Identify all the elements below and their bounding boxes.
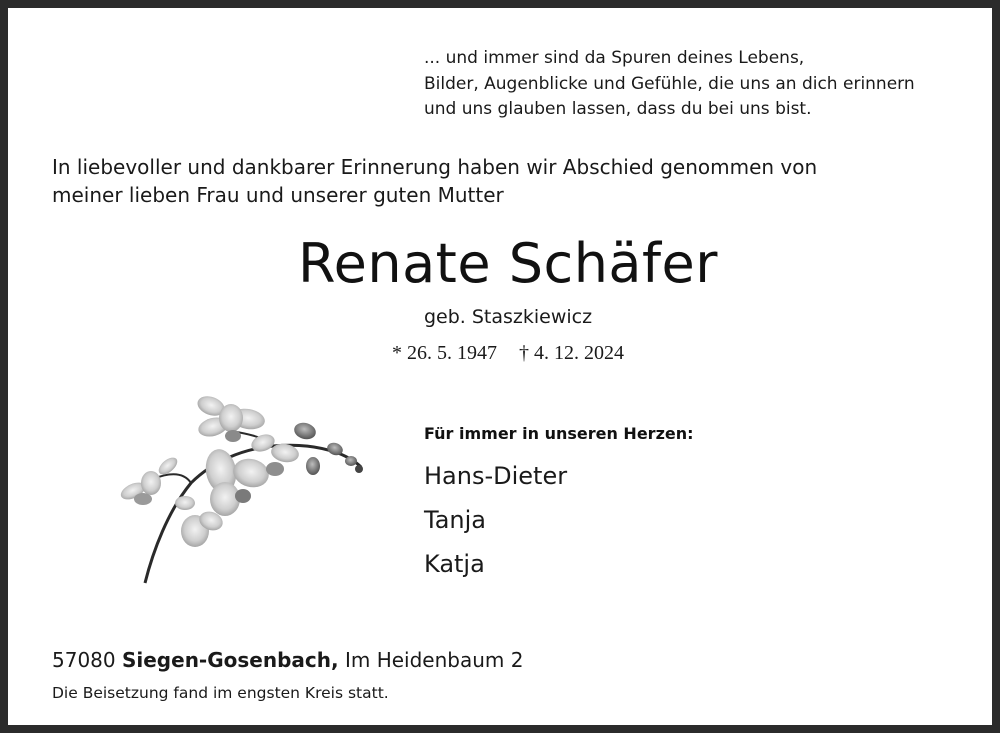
life-dates	[8, 342, 1000, 365]
postal-code: 57080	[52, 648, 116, 672]
poem	[424, 46, 915, 123]
death-date: † 4. 12. 2024	[519, 342, 624, 364]
family-member: Katja	[424, 550, 485, 578]
maiden-name: geb. Staszkiewicz	[423, 306, 593, 328]
family-heading: Für immer in unseren Herzen:	[424, 424, 694, 443]
birth-date: * 26. 5. 1947	[392, 342, 497, 364]
address	[52, 648, 523, 672]
street: Im Heidenbaum 2	[344, 648, 524, 672]
burial-note: Die Beisetzung fand im engsten Kreis statt.	[52, 684, 389, 702]
family-member: Hans-Dieter	[424, 462, 568, 490]
poem-line: und uns glauben lassen, dass du bei uns bist.	[424, 99, 812, 119]
city: Siegen-Gosenbach,	[121, 648, 339, 672]
deceased-name: Renate Schäfer	[298, 232, 718, 295]
intro-text	[52, 153, 817, 209]
family-member: Tanja	[424, 506, 486, 534]
intro-line: In liebevoller und dankbarer Erinnerung haben wir Abschied genommen von	[52, 155, 818, 179]
orchid-branch-icon	[113, 391, 373, 586]
poem-line: Bilder, Augenblicke und Gefühle, die uns an dich erinnern	[424, 73, 915, 94]
poem-line: ... und immer sind da Spuren deines Lebens,	[424, 48, 805, 68]
family-list	[424, 454, 567, 586]
intro-line: meiner lieben Frau und unserer guten Mutter	[52, 183, 504, 207]
